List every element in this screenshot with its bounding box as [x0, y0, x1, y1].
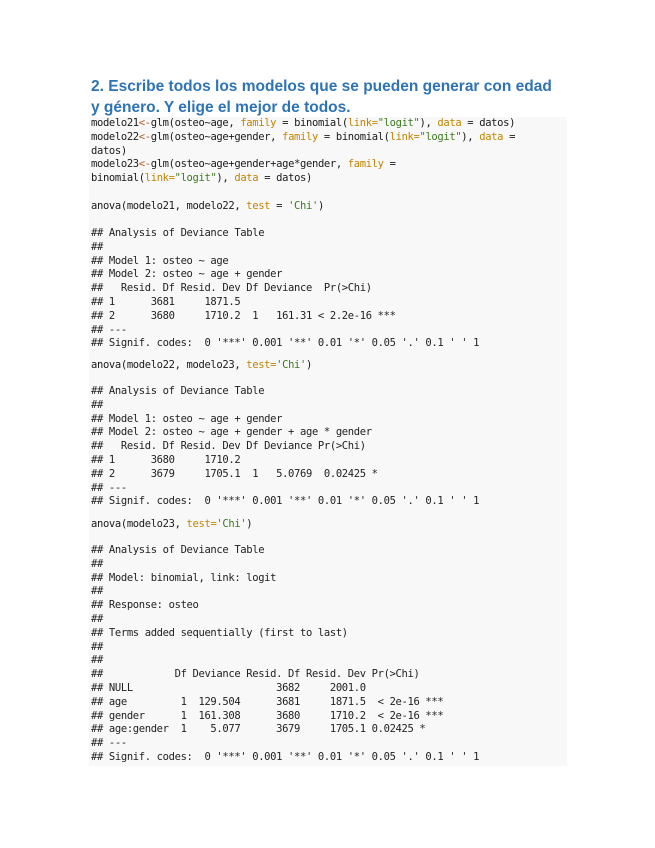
code-token-arg: family: [347, 158, 384, 171]
code-token-arg: link=: [144, 172, 175, 185]
code-token: anova(modelo21, modelo22,: [91, 199, 247, 212]
output-line: ## 2 3679 1705.1 1 5.0769 0.02425 *: [91, 467, 378, 480]
output-line: ## Terms added sequentially (first to last): [91, 626, 348, 639]
code-token: glm(osteo~age+gender,: [150, 130, 283, 143]
code-token-op: <-: [138, 117, 151, 129]
output-line: ## Analysis of Deviance Table: [91, 227, 265, 239]
code-token-arg: link=: [347, 117, 378, 129]
output-line: ## Signif. codes: 0 '***' 0.001 '**' 0.01 '*' 0.05 '.' 0.1 ' ' 1: [91, 337, 480, 350]
output-block-anova-3: [91, 544, 479, 765]
output-line: ## age:gender 1 5.077 3679 1705.1 0.02425 *: [91, 723, 426, 736]
code-token: binomial(: [91, 172, 145, 185]
code-token: = datos): [258, 172, 312, 185]
code-token: modelo22: [91, 130, 139, 143]
output-line: ## Signif. codes: 0 '***' 0.001 '**' 0.01 '*' 0.05 '.' 0.1 ' ' 1: [91, 750, 480, 763]
output-line: ## Model: binomial, link: logit: [91, 571, 277, 584]
code-line: [91, 518, 252, 532]
output-line: ## Resid. Df Resid. Dev Df Deviance Pr(>Chi): [91, 282, 372, 295]
code-token-str: 'Chi': [216, 518, 247, 530]
code-token: = binomial(: [276, 117, 348, 129]
output-line: ## 2 3680 1710.2 1 161.31 < 2.2e-16 ***: [91, 309, 396, 322]
code-token-str: 'Chi': [276, 359, 306, 371]
output-line: ## Model 2: osteo ~ age + gender + age * gender: [91, 426, 372, 439]
output-line: ##: [91, 640, 103, 653]
code-token: ): [305, 359, 312, 371]
code-token: ),: [216, 172, 235, 185]
code-token: anova(modelo23,: [91, 518, 187, 530]
code-token-arg: data: [479, 130, 504, 143]
code-line: [91, 117, 515, 131]
code-token: ),: [461, 130, 480, 143]
code-token: ),: [419, 117, 438, 129]
section-heading: 2. Escribe todos los modelos que se pueden generar con edad y género. Y elige el mejor de todos.: [91, 78, 552, 116]
code-token-arg: data: [437, 117, 462, 129]
code-token-arg: family: [282, 130, 318, 143]
code-token: ): [317, 199, 324, 212]
output-line: ## Df Deviance Resid. Df Resid. Dev Pr(>Chi): [91, 668, 420, 681]
output-line: ## Model 1: osteo ~ age: [91, 254, 229, 267]
code-token: = datos): [461, 117, 516, 129]
output-line: ##: [91, 612, 103, 625]
code-line: [91, 172, 515, 186]
code-block-models: [91, 117, 515, 214]
code-token-str: "logit": [174, 172, 217, 185]
output-line: ##: [91, 585, 103, 598]
code-token: glm(osteo~age,: [150, 117, 241, 129]
code-token: anova(modelo22, modelo23,: [91, 359, 247, 371]
code-token-str: "logit": [419, 130, 462, 143]
output-line: ## Response: osteo: [91, 599, 199, 612]
code-token: glm(osteo~age+gender+age*gender,: [150, 158, 348, 171]
output-line: ## gender 1 161.308 3680 1710.2 < 2e-16 ***: [91, 709, 444, 722]
output-line: ## age 1 129.504 3681 1871.5 < 2e-16 ***: [91, 695, 444, 708]
output-line: ## Analysis of Deviance Table: [91, 385, 265, 397]
code-line: [91, 131, 515, 145]
output-line: ## ---: [91, 481, 127, 494]
code-token: = binomial(: [317, 130, 390, 143]
code-token: modelo23: [91, 158, 139, 171]
output-block-anova-2: [91, 385, 479, 509]
output-line: ## Analysis of Deviance Table: [91, 544, 265, 556]
output-line: ## Signif. codes: 0 '***' 0.001 '**' 0.01 '*' 0.05 '.' 0.1 ' ' 1: [91, 495, 480, 508]
code-token: =: [503, 130, 516, 143]
output-line: ## ---: [91, 737, 127, 750]
code-token: datos): [91, 144, 127, 157]
output-line: ## Model 1: osteo ~ age + gender: [91, 412, 283, 425]
output-line: ##: [91, 398, 103, 411]
output-line: ##: [91, 240, 103, 253]
code-token-arg: family: [240, 117, 277, 129]
output-line: ##: [91, 654, 103, 667]
code-block-anova-2: [91, 359, 312, 373]
output-line: ## NULL 3682 2001.0: [91, 681, 366, 694]
code-token-arg: test: [246, 199, 271, 212]
code-token: =: [383, 158, 396, 171]
code-token-arg: data: [234, 172, 259, 185]
output-line: ## 1 3681 1871.5: [91, 295, 241, 308]
code-token-str: "logit": [377, 117, 420, 129]
code-line: [91, 145, 515, 159]
code-line: [91, 200, 515, 214]
code-token-op: <-: [138, 158, 151, 171]
output-line: ##: [91, 557, 103, 570]
code-token-arg: test=: [186, 518, 217, 530]
code-token-arg: link=: [389, 130, 420, 143]
output-line: ## ---: [91, 323, 127, 336]
output-line: ## Model 2: osteo ~ age + gender: [91, 268, 283, 281]
code-token-str: 'Chi': [288, 199, 318, 212]
code-token-arg: test=: [246, 359, 277, 371]
code-output-area: [89, 117, 567, 766]
code-line: [91, 359, 312, 373]
code-block-anova-3: [91, 518, 252, 532]
code-token: modelo21: [91, 117, 139, 129]
code-line: [91, 186, 515, 200]
code-token: =: [270, 199, 289, 212]
code-token: ): [246, 518, 253, 530]
output-line: ## Resid. Df Resid. Dev Df Deviance Pr(>Chi): [91, 440, 366, 453]
output-block-anova-1: [91, 227, 479, 351]
output-line: ## 1 3680 1710.2: [91, 453, 241, 466]
code-token-op: <-: [138, 130, 151, 143]
code-line: [91, 158, 515, 172]
